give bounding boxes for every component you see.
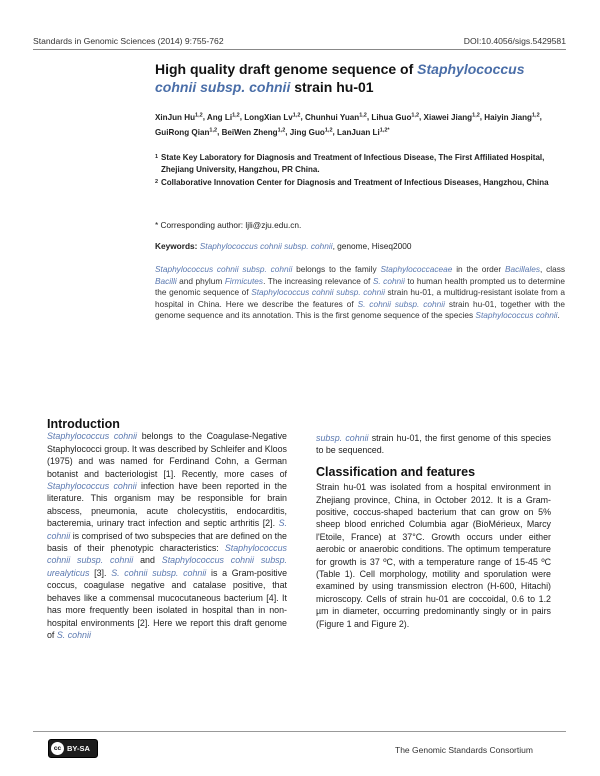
affiliation-1: 1 State Key Laboratory for Diagnosis and Treatment of Infectious Disease, The First Affiliated Hospital, Zhejiang University, Hangzhou, PR China. bbox=[155, 153, 545, 174]
corresponding-author: * Corresponding author: ljli@zju.edu.cn. bbox=[155, 220, 302, 230]
classification-body: Strain hu-01 was isolated from a hospital environment in Zhejiang province, China, in October 2012. It is a Gram-positive, coccus-shaped bacterium that can grow on 5% sheep blood enriched Columbia agar (BioMérieux, Marcy l'Etoile, France) at 37°C. Growth occurs under either aerobic or anaerobic conditions. The optimum temperature for growth is 37 ºC, with a temperature range of 15-45 ºC (Table 1). Cell morphology, motility and sporulation were examined by using transmission electron (H-600, Hitachi) microscopy. Cells of strain hu-01 are coccoidal, 0.6 to 1.2 µm in diameter, occurring predominantly singly or in pairs (Figure 1 and Figure 2). bbox=[316, 482, 551, 629]
species-name: Staphylococcus cohnii bbox=[475, 310, 558, 321]
species-name: Staphylococcus cohnii subsp. cohnii bbox=[155, 264, 293, 274]
affiliation-2: 2 Collaborative Innovation Center for Diagnosis and Treatment of Infectious Diseases, Hangzhou, China bbox=[155, 178, 549, 187]
species-name: Staphylococcus cohnii subsp. cohnii bbox=[251, 287, 385, 298]
author-name: Xiawei Jiang$^{1,2}$ bbox=[423, 112, 480, 122]
species-name: S. cohnii subsp. cohnii bbox=[357, 298, 445, 309]
header-rule bbox=[33, 49, 566, 50]
author-name: LongXian Lv$^{1,2}$ bbox=[244, 112, 301, 122]
author-name: Ang Li$^{1,2}$ bbox=[206, 112, 240, 122]
species-name: Staphylococcus cohnii bbox=[47, 481, 137, 492]
footer-rule bbox=[33, 731, 566, 732]
species-name: S. cohnii subsp. cohnii bbox=[111, 567, 207, 578]
introduction-heading: Introduction bbox=[47, 417, 120, 431]
author-name: BeiWen Zheng$^{1,2}$ bbox=[221, 127, 286, 137]
introduction-section bbox=[47, 418, 287, 641]
author-name: Haiyin Jiang$^{1,2}$ bbox=[484, 112, 540, 122]
author-name: Chunhui Yuan$^{1,2}$ bbox=[304, 112, 367, 122]
species-name: Staphylococcus cohnii bbox=[47, 431, 138, 442]
journal-citation: Standards in Genomic Sciences (2014) 9:755-762 bbox=[33, 36, 224, 46]
author-name: XinJun Hu$^{1,2}$ bbox=[155, 112, 203, 122]
article-title: High quality draft genome sequence of Staphylococcus cohnii subsp. cohnii strain hu-01 bbox=[155, 61, 525, 95]
species-name: Bacillales bbox=[504, 264, 540, 274]
abstract-text: Staphylococcus cohnii subsp. cohnii belongs to the family Staphylococcaceae in the order Bacillales, class Bacilli and phylum Firmicutes. The increasing relevance of S. cohnii to human health prompted us to determine the genomic sequence of Staphylococcus cohnii subsp. cohnii strain hu-01, a multidrug-resistant isolate from a hospital in China. Here we describe the features of S. cohnii subsp. cohnii strain hu-01, together with the genome sequence and its annotation. This is the first genome sequence of the species Staphylococcus cohnii. bbox=[155, 264, 565, 321]
classification-heading: Classification and features bbox=[316, 464, 476, 479]
species-name: S. cohnii bbox=[47, 518, 287, 541]
author-list: XinJun Hu$^{1,2}$, Ang Li$^{1,2}$, LongXian Lv$^{1,2}$, Chunhui Yuan$^{1,2}$, Lihua Guo$^{1,2}$, Xiawei Jiang$^{1,2}$, Haiyin Jiang$^{1,2}$, GuiRong Qian$^{1,2}$, BeiWen Zheng$^{1,2}$, Jing Guo$^{1,2}$, LanJuan $Li^{1,2*}$ bbox=[155, 112, 542, 137]
cc-license-badge[interactable] bbox=[48, 739, 98, 758]
species-name: Firmicutes bbox=[224, 275, 264, 286]
creative-commons-icon: cc bbox=[51, 742, 64, 755]
introduction-continued: subsp. cohnii strain hu-01, the first genome of this species to be sequenced. bbox=[316, 433, 551, 456]
species-name: S. cohnii bbox=[56, 629, 91, 640]
species-name: S. cohnii bbox=[372, 275, 405, 286]
author-name: Lihua Guo$^{1,2}$ bbox=[371, 112, 420, 122]
author-name: GuiRong Qian$^{1,2}$ bbox=[155, 127, 218, 137]
species-name: Staphylococcus cohnii subsp. urealyticus bbox=[47, 555, 287, 578]
species-name: subsp. cohnii bbox=[316, 433, 369, 443]
license-label: BY-SA bbox=[67, 744, 90, 753]
keywords: Keywords: Staphylococcus cohnii subsp. cohnii, genome, Hiseq2000 bbox=[155, 241, 412, 251]
introduction-body: Staphylococcus cohnii belongs to the Coagulase-Negative Staphylococci group. It was described by Schleifer and Kloos (1975) and was named for Ferdinand Cohn, a German botanist and bacteriologist [1]. Recently, more cases of Staphylococcus cohnii infection have been reported in the literature. This organism may be responsible for brain abscess, pneumonia, acute cholecystitis, endocarditis, bacteremia, urinary tract infection and septic arthritis [2]. S. cohnii is comprised of two subspecies that are defined on the basis of their phenotypic characteristics: Staphylococcus cohnii subsp. cohnii and Staphylococcus cohnii subsp. urealyticus [3]. S. cohnii subsp. cohnii is a Gram-positive coccus, coagulase negative and catalase positive, that behaves like a commensal mucocutaneous bacterium [4]. It has more frequently been isolated in hospital than in non-hospital environments [2]. Here we report this draft genome of S. cohnii bbox=[47, 431, 288, 640]
author-name: Jing Guo$^{1,2}$ bbox=[289, 127, 333, 137]
doi-link[interactable]: DOI:10.4056/sigs.5429581 bbox=[463, 36, 566, 46]
species-name: Staphylococcaceae bbox=[380, 264, 453, 274]
author-name: LanJuan $Li^{1,2*}$ bbox=[337, 127, 390, 137]
species-name: Staphylococcus cohnii subsp. cohnii bbox=[47, 543, 287, 566]
species-name: Bacilli bbox=[155, 275, 177, 286]
right-column bbox=[316, 432, 551, 630]
publisher-name: The Genomic Standards Consortium bbox=[395, 745, 533, 755]
